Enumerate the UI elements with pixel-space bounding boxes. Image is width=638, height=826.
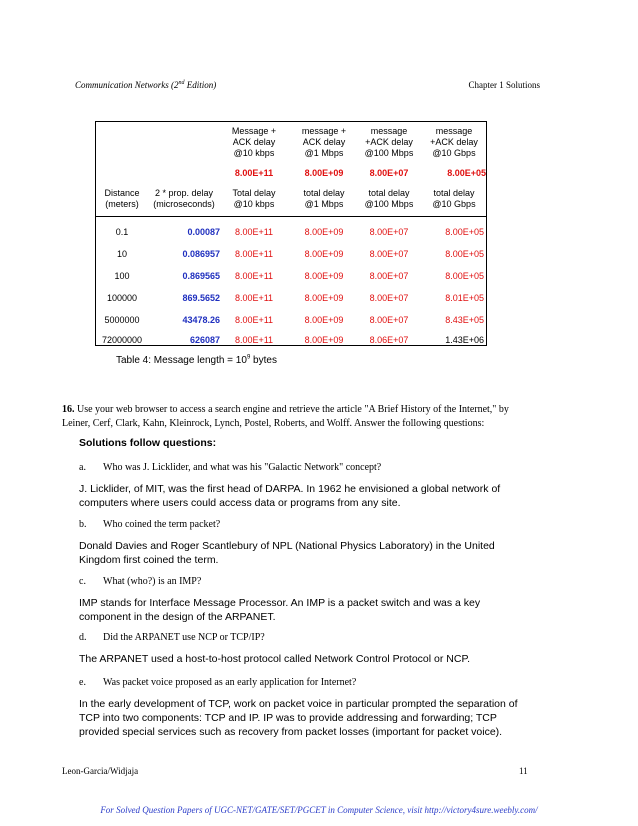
table-row: 5000000 43478.26 8.00E+11 8.00E+09 8.00E+07 8.43E+05 [104, 315, 484, 325]
page-number: 11 [519, 766, 528, 776]
table-row: 10 0.086957 8.00E+11 8.00E+09 8.00E+07 8.00E+05 [116, 249, 484, 259]
question-a: a. Who was J. Licklider, and what was his "Galactic Network" concept? [79, 462, 382, 473]
question-16: 16. Use your web browser to access a search engine and retrieve the article "A Brief History of the Internet," by Leiner, Cerf, Clark, Kahn, Kleinrock, Lynch, Postel, Roberts, and Wolff. Answer the following questions: [62, 404, 509, 429]
answer-b: Donald Davies and Roger Scantlebury of NPL (National Physics Laboratory) in the United Kingdom first coined the term. [79, 540, 495, 566]
question-d: d. Did the ARPANET use NCP or TCP/IP? [79, 632, 265, 643]
col-header-total-100mbps: total delay @100 Mbps [364, 188, 414, 209]
solutions-heading: Solutions follow questions: [79, 437, 217, 449]
document-title: Communication Networks (2nd Edition) [75, 80, 217, 90]
delay-table [95, 121, 487, 346]
header-divider [96, 216, 486, 217]
chapter-label: Chapter 1 Solutions [468, 80, 540, 90]
message-delay-10kbps: 8.00E+11 [234, 168, 274, 178]
question-b: b. Who coined the term packet? [79, 519, 221, 530]
message-delay-10gbps: 8.00E+05 [447, 168, 486, 178]
col-header-total-10gbps: total delay @10 Gbps [432, 188, 476, 209]
table-row: 0.1 0.00087 8.00E+11 8.00E+09 8.00E+07 8.00E+05 [115, 227, 484, 237]
col-header-distance: Distance (meters) [104, 188, 140, 209]
question-c: c. What (who?) is an IMP? [79, 576, 202, 587]
col-header-total-1mbps: total delay @1 Mbps [303, 188, 345, 209]
top-header-1mbps: message + ACK delay @1 Mbps [301, 126, 347, 158]
message-delay-1mbps: 8.00E+09 [304, 168, 344, 178]
table-row: 72000000 626087 8.00E+11 8.00E+09 8.06E+07 1.43E+06 [101, 335, 484, 345]
answer-c: IMP stands for Interface Message Processor. An IMP is a packet switch and was a key component in the design of the ARPANET. [79, 597, 481, 623]
col-header-total-10kbps: Total delay @10 kbps [232, 188, 276, 209]
answer-d: The ARPANET used a host-to-host protocol called Network Control Protocol or NCP. [79, 653, 471, 665]
top-header-100mbps: message +ACK delay @100 Mbps [364, 126, 414, 158]
footer-authors: Leon-Garcia/Widjaja [62, 766, 139, 776]
promo-link[interactable]: For Solved Question Papers of UGC-NET/GATE/SET/PGCET in Computer Science, visit http://victory4sure.weebly.com/ [100, 805, 538, 815]
top-header-10gbps: message +ACK delay @10 Gbps [430, 126, 478, 158]
answer-a: J. Licklider, of MIT, was the first head of DARPA. In 1962 he envisioned a global network of computers where users could access data or programs from any site. [79, 483, 501, 509]
table-row: 100 0.869565 8.00E+11 8.00E+09 8.00E+07 8.00E+05 [114, 271, 484, 281]
answer-e: In the early development of TCP, work on packet voice in particular prompted the separation of TCP into two components: TCP and IP. IP was to provide addressing and forwarding; TCP provided special services such as recovery from packet losses (important for packet voice). [79, 698, 518, 738]
col-header-prop-delay: 2 * prop. delay (microseconds) [153, 188, 215, 209]
top-header-10kbps: Message + ACK delay @10 kbps [231, 126, 277, 158]
question-e: e. Was packet voice proposed as an early application for Internet? [79, 677, 357, 688]
message-delay-100mbps: 8.00E+07 [369, 168, 409, 178]
table-row: 100000 869.5652 8.00E+11 8.00E+09 8.00E+07 8.01E+05 [106, 293, 484, 303]
table-caption: Table 4: Message length = $10^9$ bytes [116, 354, 277, 366]
